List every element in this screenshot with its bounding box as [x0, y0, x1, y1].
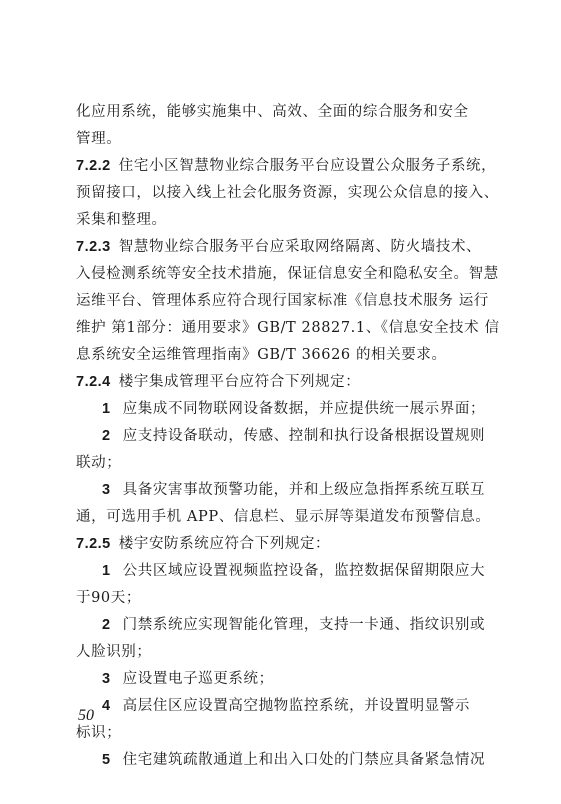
text-line: 管理。	[76, 131, 122, 147]
text-line: 入侵检测系统等安全技术措施，保证信息安全和隐私安全。智慧	[76, 266, 499, 282]
text-line: 化应用系统，能够实施集中、高效、全面的综合服务和安全	[76, 104, 469, 120]
clause-number: 7.2.2	[76, 158, 111, 174]
text-line: 采集和整理。	[76, 212, 167, 228]
item-number: 2	[102, 428, 111, 444]
clause-7-2-2: 7.2.2 住宅小区智慧物业综合服务平台应设置公众服务子系统，	[76, 158, 497, 174]
list-item: 3 应设置电子巡更系统；	[102, 671, 274, 687]
list-item: 1 公共区域应设置视频监控设备，监控数据保留期限应大	[102, 563, 486, 579]
text-line: 标识；	[76, 725, 122, 741]
text-line: 联动；	[76, 455, 122, 471]
text-line: 通，可选用手机 APP、信息栏、显示屏等渠道发布预警信息。	[76, 509, 491, 525]
page-number: 50	[78, 707, 94, 724]
list-item: 2 应支持设备联动，传感、控制和执行设备根据设置规则	[102, 428, 486, 444]
list-item: 1 应集成不同物联网设备数据，并应提供统一展示界面；	[102, 401, 486, 417]
text-line: 于90天；	[76, 590, 141, 606]
clause-7-2-5: 7.2.5 楼宇安防系统应符合下列规定：	[76, 536, 331, 552]
item-number: 3	[102, 482, 111, 498]
clause-7-2-3: 7.2.3 智慧物业综合服务平台应采取网络隔离、防火墙技术、	[76, 239, 482, 255]
item-number: 4	[102, 698, 111, 714]
text-line: 运维平台、管理体系应符合现行国家标准《信息技术服务 运行	[76, 293, 489, 309]
clause-number: 7.2.4	[76, 374, 111, 390]
text-line: 预留接口，以接入线上社会化服务资源，实现公众信息的接入、	[76, 185, 499, 201]
list-item: 3 具备灾害事故预警功能，并和上级应急指挥系统互联互	[102, 482, 486, 498]
item-number: 5	[102, 752, 111, 768]
clause-7-2-4: 7.2.4 楼宇集成管理平台应符合下列规定：	[76, 374, 361, 390]
text-line: 维护 第1部分：通用要求》GB/T 28827.1、《信息安全技术 信	[76, 320, 500, 336]
clause-number: 7.2.3	[76, 239, 111, 255]
list-item: 4 高层住区应设置高空抛物监控系统，并设置明显警示	[102, 698, 470, 714]
text-line: 息系统安全运维管理指南》GB/T 36626 的相关要求。	[76, 347, 447, 363]
clause-number: 7.2.5	[76, 536, 111, 552]
item-number: 1	[102, 401, 111, 417]
list-item: 2 门禁系统应实现智能化管理，支持一卡通、指纹识别或	[102, 617, 486, 633]
text-line: 人脸识别；	[76, 644, 152, 660]
item-number: 3	[102, 671, 111, 687]
item-number: 2	[102, 617, 111, 633]
item-number: 1	[102, 563, 111, 579]
list-item: 5 住宅建筑疏散通道上和出入口处的门禁应具备紧急情况	[102, 752, 486, 768]
